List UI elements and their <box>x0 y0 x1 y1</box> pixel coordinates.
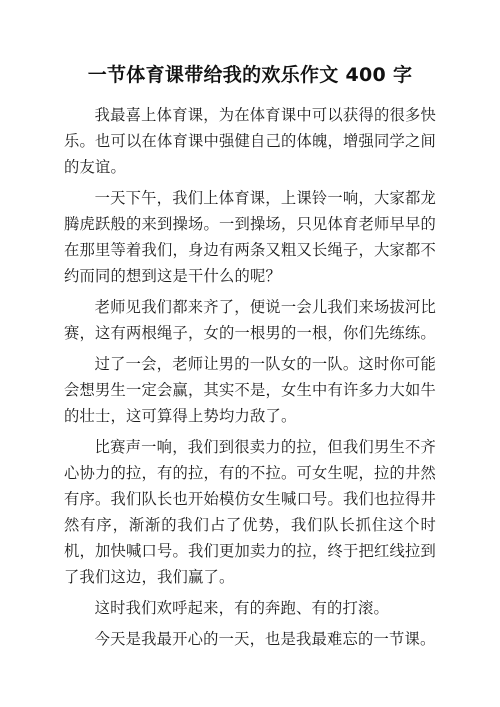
paragraph-4: 过了一会，老师让男的一队女的一队。这时你可能会想男生一定会赢，其实不是，女生中有许多力大如牛的壮士，这可算得上势均力敌了。 <box>64 355 436 425</box>
paragraph-3: 老师见我们都来齐了，便说一会儿我们来场拔河比赛，这有两根绳子，女的一根男的一根，你们先练练。 <box>64 298 436 342</box>
paragraph-6: 这时我们欢呼起来，有的奔跑、有的打滚。 <box>94 599 390 617</box>
paragraph-1: 我最喜上体育课，为在体育课中可以获得的很多快乐。也可以在体育课中强健自己的体魄，增强同学之间的友谊。 <box>64 106 436 176</box>
document-title: 一节体育课带给我的欢乐作文 400 字 <box>87 64 413 86</box>
paragraph-2: 一天下午，我们上体育课，上课铃一响，大家都龙腾虎跃般的来到操场。一到操场，只见体育老师早早的在那里等着我们，身边有两条又粗又长绳子，大家都不约而同的想到这是干什么的呢？ <box>64 189 436 285</box>
paragraph-7: 今天是我最开心的一天，也是我最难忘的一节课。 <box>94 630 436 648</box>
paragraph-5: 比赛声一响，我们到很卖力的拉，但我们男生不齐心协力的拉，有的拉，有的不拉。可女生呢，拉的井然有序。我们队长也开始模仿女生喊口号。我们也拉得井然有序，渐渐的我们占了优势，我们队长抓住这个时机，加快喊口号。我们更加卖力的拉，终于把红线拉到了我们这边，我们赢了。 <box>64 438 436 586</box>
